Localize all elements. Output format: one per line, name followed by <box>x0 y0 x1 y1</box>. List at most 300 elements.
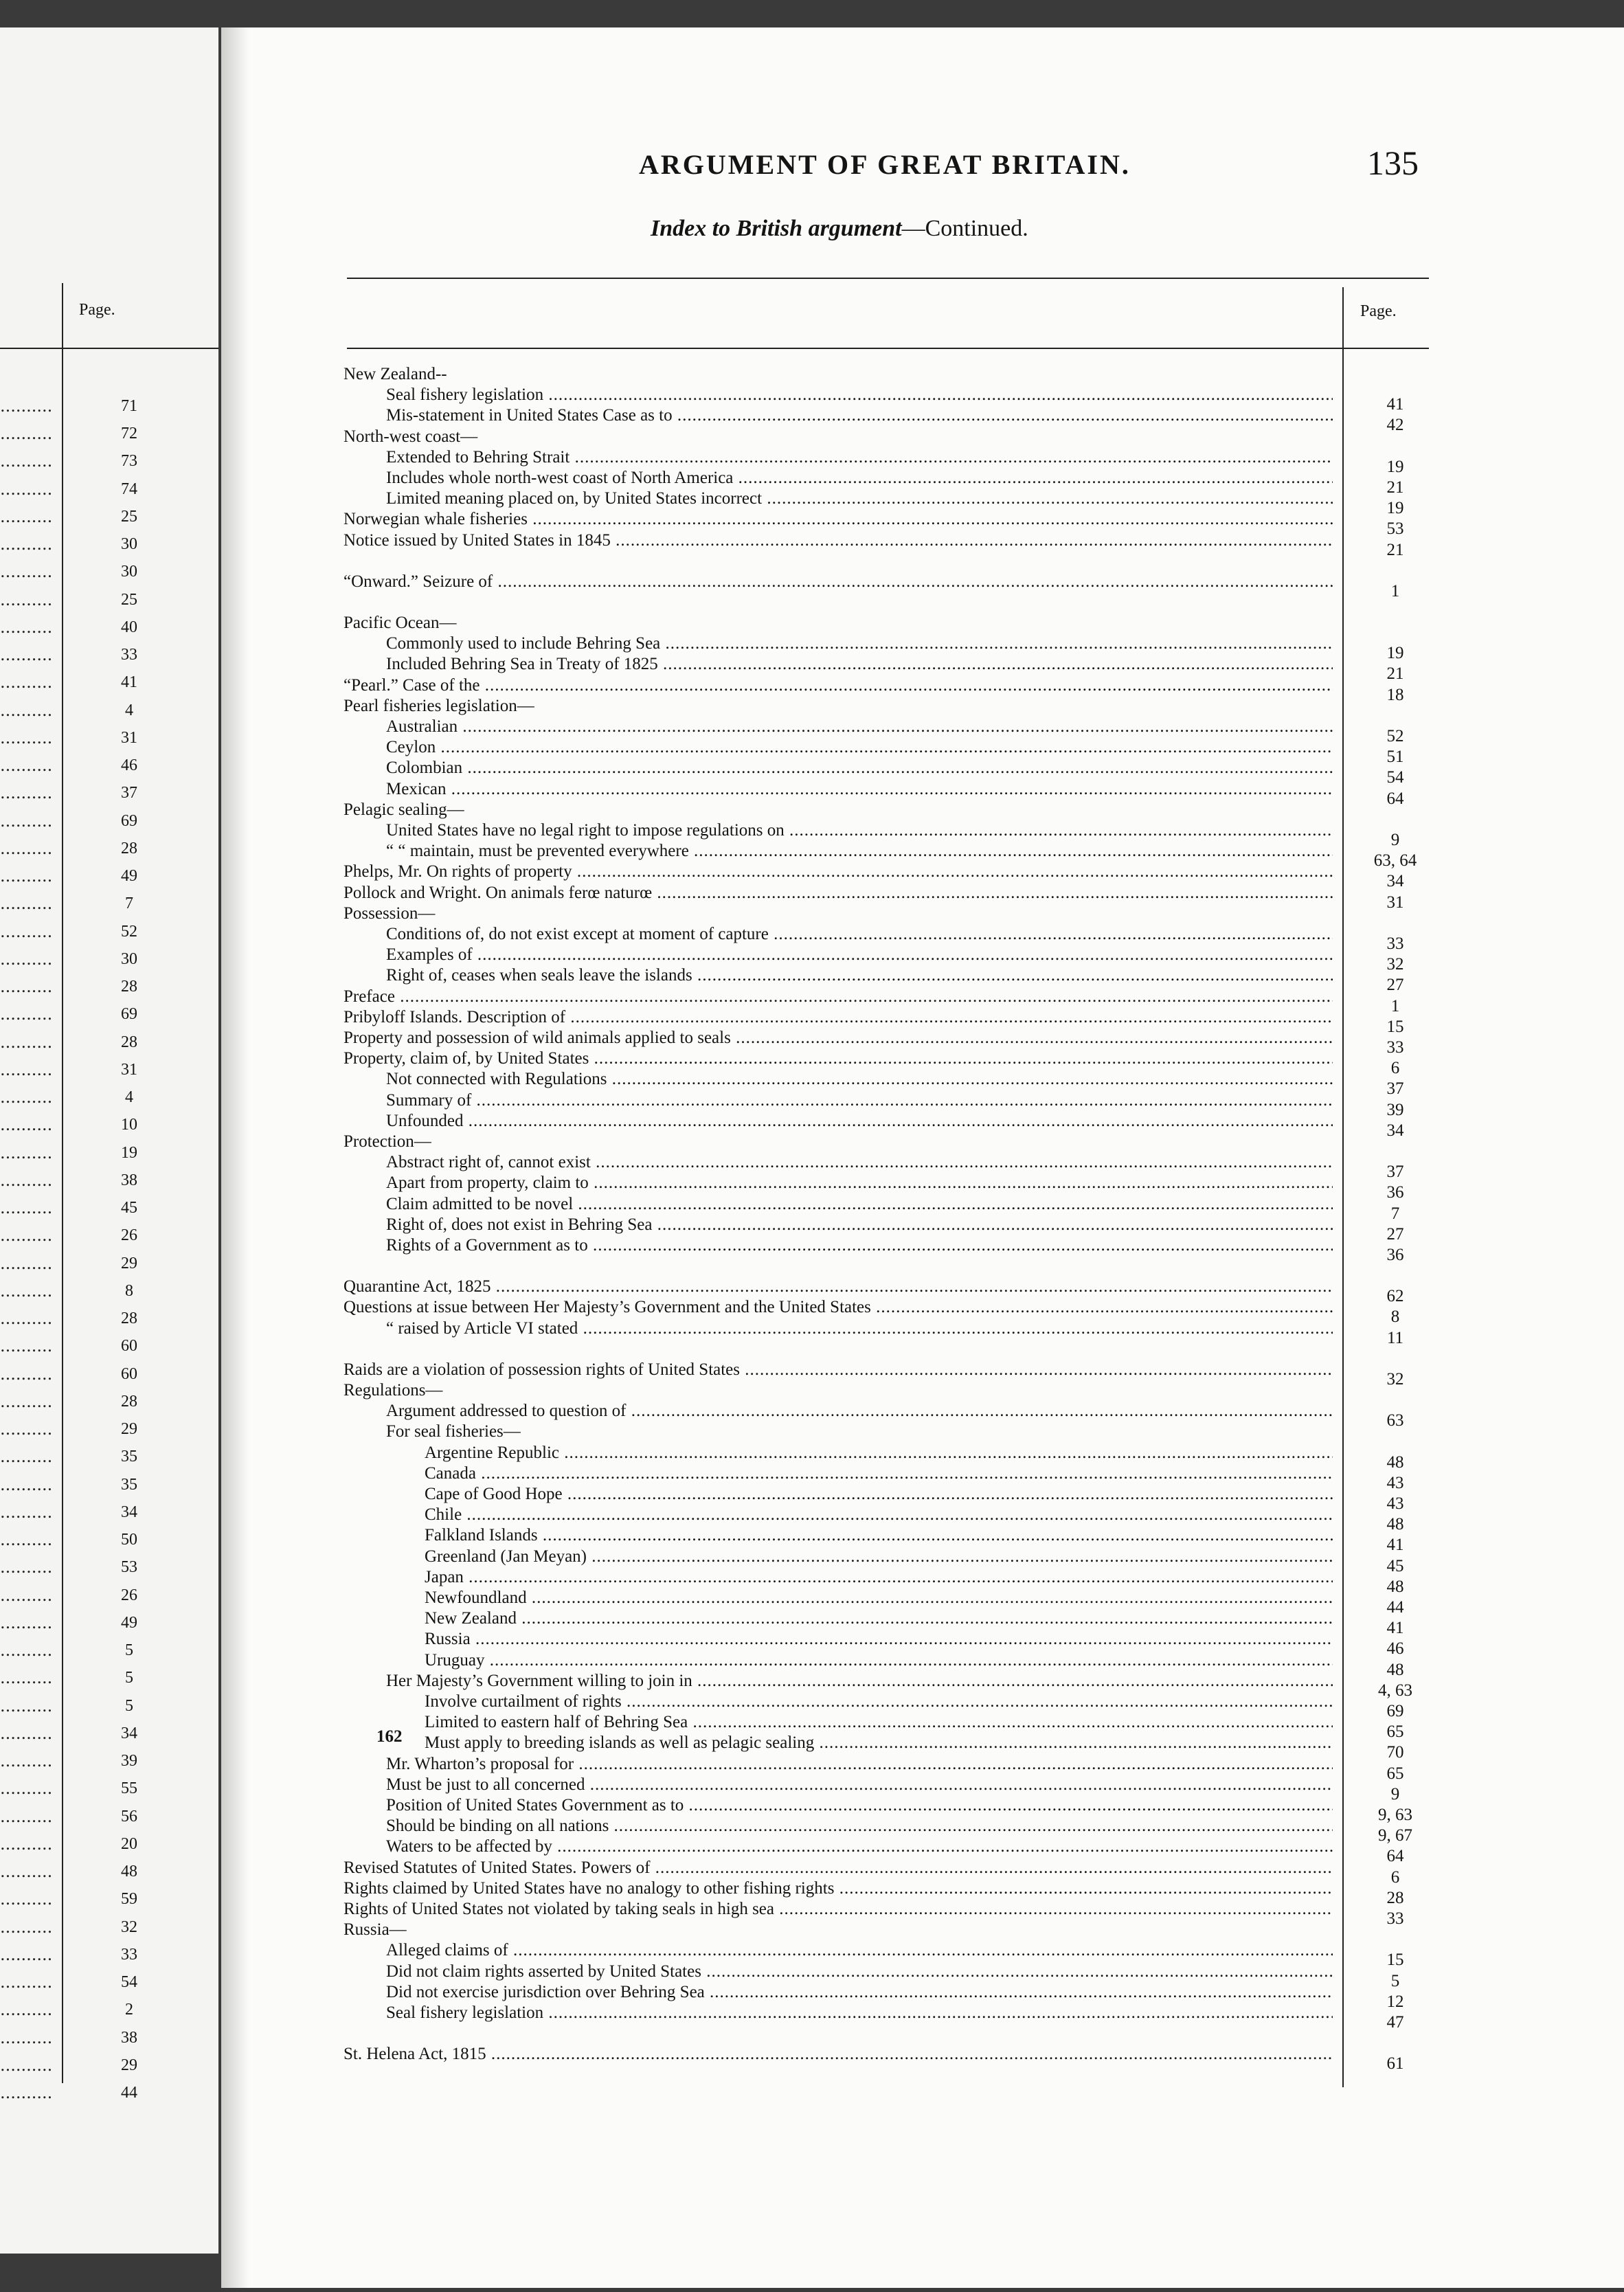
index-entry <box>386 717 1333 737</box>
index-entry-text: Includes whole north-west coast of North America <box>386 469 734 487</box>
index-page-ref: 32 <box>1386 1369 1404 1389</box>
index-entry-text: Pelagic sealing— <box>343 800 464 819</box>
index-entry-text: Extended to Behring Strait <box>386 447 570 467</box>
index-entry-text: New Zealand <box>425 1609 517 1628</box>
index-entry-text: Limited meaning placed on, by United States incorrect <box>386 489 763 508</box>
index-entry-text: Right of, ceases when seals leave the islands <box>386 966 692 985</box>
index-entry-text: Involve curtailment of rights <box>425 1692 622 1711</box>
left-dot-leader: .......... <box>0 950 53 968</box>
left-page-ref: 52 <box>121 922 137 941</box>
index-page-ref: 8 <box>1390 1307 1400 1327</box>
index-page-ref: 64 <box>1386 789 1404 808</box>
index-entry <box>343 530 1333 551</box>
index-entry-text: Must be just to all concerned <box>386 1775 585 1794</box>
left-page-ref: 28 <box>121 1310 137 1328</box>
index-page-ref: 28 <box>1386 1888 1404 1907</box>
index-page-ref: 7 <box>1390 1204 1400 1223</box>
left-dot-leader: .......... <box>0 728 53 747</box>
index-page-ref: 48 <box>1386 1660 1404 1679</box>
left-page-ref: 28 <box>121 1392 137 1411</box>
left-page-ref: 33 <box>121 646 137 664</box>
left-dot-leader: .......... <box>0 1254 53 1272</box>
index-entry <box>425 1712 1333 1733</box>
index-entry <box>425 1692 1333 1712</box>
index-page-ref: 6 <box>1390 1059 1400 1078</box>
index-entry <box>425 1443 1333 1463</box>
index-entry-text: Commonly used to include Behring Sea <box>386 634 661 653</box>
index-entry-text: Canada <box>425 1463 476 1483</box>
left-page-ref: 60 <box>121 1364 137 1383</box>
index-entry-text: Preface <box>343 987 395 1006</box>
index-entry <box>343 883 1333 903</box>
left-dot-leader: .......... <box>0 922 53 941</box>
left-page-ref: 10 <box>121 1116 137 1134</box>
index-entry <box>386 488 1333 509</box>
left-marginal-number: 162 <box>376 1727 403 1746</box>
index-entry <box>386 945 1333 965</box>
index-page-ref: 51 <box>1386 748 1404 767</box>
left-page-ref: 49 <box>121 1613 137 1632</box>
index-page-ref: 37 <box>1386 1162 1404 1182</box>
left-dot-leader: .......... <box>0 1531 53 1549</box>
index-page-ref: 41 <box>1386 1536 1404 1555</box>
index-entry-text: Newfoundland <box>425 1588 527 1607</box>
index-page-ref: 36 <box>1386 1246 1404 1264</box>
index-entry-text: Russia <box>425 1630 471 1649</box>
left-page-ref: 34 <box>121 1724 137 1742</box>
index-entry <box>386 965 1333 986</box>
running-head: ARGUMENT OF GREAT BRITAIN. <box>639 149 1131 180</box>
index-entry-text: Abstract right of, cannot exist <box>386 1153 591 1172</box>
index-entry <box>386 1982 1333 2003</box>
index-entry-text: Phelps, Mr. On rights of property <box>343 862 572 881</box>
left-page-ref: 50 <box>121 1531 137 1549</box>
index-page-ref: 9, 67 <box>1378 1826 1412 1845</box>
index-entry-text: United States have no legal right to impose regulations on <box>386 821 785 840</box>
left-dot-leader: .......... <box>0 1281 53 1300</box>
index-entry-text: Apart from property, claim to <box>386 1173 589 1193</box>
index-page-ref: 61 <box>1386 2054 1404 2074</box>
left-page-ref: 69 <box>121 1005 137 1024</box>
index-entry-text: For seal fisheries— <box>386 1422 521 1441</box>
index-page-ref: 52 <box>1386 727 1404 745</box>
subtitle-italic: Index to British argument <box>651 216 902 241</box>
index-entry-text: New Zealand-- <box>343 365 447 383</box>
left-page-ref: 40 <box>121 618 137 636</box>
left-dot-leader: .......... <box>0 839 53 857</box>
index-entry-text: Argument addressed to question of <box>386 1402 627 1421</box>
index-entry-text: Raids are a violation of possession rights of United States <box>343 1360 741 1379</box>
left-column-header: Page. <box>79 301 115 319</box>
index-entry <box>343 1878 1333 1899</box>
left-page-ref: 5 <box>125 1641 133 1660</box>
left-page-ref: 20 <box>121 1834 137 1853</box>
index-entry-text: North-west coast— <box>343 427 478 446</box>
index-entry-text: Position of United States Government as to <box>386 1796 684 1814</box>
left-dot-leader: .......... <box>0 1973 53 1992</box>
index-entry-text: “Onward.” Seizure of <box>343 572 493 591</box>
left-dot-leader: .......... <box>0 1364 53 1383</box>
index-page-ref: 15 <box>1386 1951 1404 1970</box>
left-page-ref: 32 <box>121 1918 137 1936</box>
index-entry-text: Quarantine Act, 1825 <box>343 1277 491 1296</box>
index-page-ref: 27 <box>1386 976 1404 995</box>
left-page-ref: 38 <box>121 1171 137 1189</box>
index-entry-text: Unfounded <box>386 1111 464 1130</box>
index-entry <box>386 758 1333 778</box>
index-entry-text: Regulations— <box>343 1381 443 1400</box>
index-entry-text: “Pearl.” Case of the <box>343 675 480 695</box>
index-entry <box>425 1608 1333 1629</box>
left-page-ref: 29 <box>121 1420 137 1439</box>
left-page-ref: 48 <box>121 1863 137 1881</box>
index-page-ref: 42 <box>1386 416 1404 435</box>
index-entry-text: Right of, does not exist in Behring Sea <box>386 1215 653 1234</box>
index-page-ref: 9 <box>1390 831 1400 849</box>
left-page-ref: 71 <box>121 397 137 415</box>
index-page-ref: 43 <box>1386 1494 1404 1513</box>
left-dot-leader: .......... <box>0 535 53 554</box>
index-entry <box>343 1297 1333 1318</box>
left-page-ref: 73 <box>121 452 137 471</box>
left-dot-leader: .......... <box>0 1033 53 1051</box>
index-page-ref: 37 <box>1386 1079 1404 1099</box>
index-entry <box>425 1733 1333 1753</box>
left-page-ref: 72 <box>121 425 137 443</box>
index-page-ref: 18 <box>1386 685 1404 704</box>
left-page-ref: 60 <box>121 1337 137 1356</box>
index-page-ref: 1 <box>1390 581 1400 600</box>
index-page-ref: 4, 63 <box>1378 1681 1412 1700</box>
left-dot-leader: .......... <box>0 590 53 609</box>
index-entry <box>343 1007 1333 1028</box>
left-page-ref: 30 <box>121 563 137 581</box>
left-dot-leader: .......... <box>0 1613 53 1632</box>
left-page-ref: 2 <box>125 2001 133 2019</box>
left-dot-leader: .......... <box>0 1696 53 1715</box>
index-entry-text: “ “ maintain, must be prevented everywhere <box>386 842 689 861</box>
index-entry <box>425 1463 1333 1484</box>
left-page-ref: 26 <box>121 1226 137 1245</box>
left-dot-leader: .......... <box>0 397 53 415</box>
index-page-ref: 54 <box>1386 768 1404 787</box>
header-rule <box>347 348 1429 349</box>
page-number: 135 <box>1367 144 1419 182</box>
index-page-ref: 43 <box>1386 1473 1404 1492</box>
index-entry-text: Included Behring Sea in Treaty of 1825 <box>386 655 658 674</box>
index-entry <box>343 1132 1333 1152</box>
index-entry <box>343 1360 1333 1380</box>
left-dot-leader: .......... <box>0 618 53 636</box>
index-entry <box>386 841 1333 862</box>
left-dot-leader: .......... <box>0 2028 53 2047</box>
index-entry <box>386 1816 1333 1836</box>
left-dot-leader: .......... <box>0 1337 53 1356</box>
left-page-ref: 28 <box>121 978 137 996</box>
left-page-ref: 30 <box>121 950 137 968</box>
left-dot-leader: .......... <box>0 1226 53 1245</box>
index-entry <box>343 572 1333 592</box>
index-entry <box>386 1235 1333 1256</box>
left-dot-leader: .......... <box>0 1503 53 1521</box>
index-entry <box>343 675 1333 696</box>
index-entry <box>343 1858 1333 1878</box>
index-entry <box>343 903 1333 924</box>
left-page-ref: 55 <box>121 1779 137 1798</box>
left-page-ref: 30 <box>121 535 137 554</box>
index-entry <box>343 364 1333 385</box>
left-dot-leader: .......... <box>0 2056 53 2074</box>
index-page-ref: 15 <box>1386 1017 1404 1036</box>
index-entry-text: Property, claim of, by United States <box>343 1049 589 1068</box>
index-entry <box>386 1962 1333 1982</box>
index-subtitle <box>651 216 1028 242</box>
left-page-ref: 59 <box>121 1890 137 1909</box>
left-page-ref: 34 <box>121 1503 137 1521</box>
index-entry-text: Mis-statement in United States Case as to <box>386 406 673 425</box>
index-entry-text: Falkland Islands <box>425 1526 538 1545</box>
index-page-ref: 9, 63 <box>1378 1806 1412 1824</box>
index-page-ref: 19 <box>1386 644 1404 663</box>
left-dot-leader: .......... <box>0 1420 53 1439</box>
index-entry <box>386 447 1333 468</box>
index-entry <box>343 1028 1333 1048</box>
left-column-rule <box>62 283 63 2083</box>
index-page-ref: 41 <box>1386 395 1404 414</box>
index-entry-text: Alleged claims of <box>386 1941 508 1960</box>
left-page-ref: 5 <box>125 1696 133 1715</box>
index-entry <box>386 737 1333 758</box>
index-entry <box>386 405 1333 426</box>
index-page-ref: 41 <box>1386 1619 1404 1638</box>
index-entry-text: Mr. Wharton’s proposal for <box>386 1754 574 1773</box>
index-entry <box>386 1318 1333 1339</box>
left-dot-leader: .......... <box>0 1116 53 1134</box>
index-page-ref: 48 <box>1386 1577 1404 1596</box>
left-page-ref: 54 <box>121 1973 137 1992</box>
index-page-ref: 11 <box>1386 1328 1404 1347</box>
index-page-ref: 69 <box>1386 1702 1404 1720</box>
index-entry-text: Chile <box>425 1505 462 1525</box>
left-dot-leader: .......... <box>0 1392 53 1411</box>
index-entry <box>343 1048 1333 1069</box>
index-entry <box>343 509 1333 530</box>
index-entry-text: Conditions of, do not exist except at moment of capture <box>386 925 769 943</box>
index-entry <box>386 2003 1333 2023</box>
left-page-ref: 35 <box>121 1475 137 1494</box>
left-page-ref: 49 <box>121 867 137 886</box>
index-entry-text: “ raised by Article VI stated <box>386 1318 578 1338</box>
index-entry <box>343 427 1333 447</box>
index-page-ref: 63 <box>1386 1411 1404 1430</box>
index-page-ref: 33 <box>1386 934 1404 953</box>
left-page-ref: 25 <box>121 590 137 609</box>
index-entry-text: Japan <box>425 1567 464 1586</box>
index-page-ref: 45 <box>1386 1556 1404 1575</box>
left-dot-leader: .......... <box>0 563 53 581</box>
index-entry-text: Summary of <box>386 1090 472 1110</box>
index-page-ref: 19 <box>1386 457 1404 476</box>
left-dot-leader: .......... <box>0 452 53 471</box>
index-entry <box>386 1215 1333 1235</box>
index-page-ref: 53 <box>1386 519 1404 539</box>
page-column-rule <box>1342 287 1344 2087</box>
index-page-ref: 36 <box>1386 1183 1404 1202</box>
index-page-ref: 32 <box>1386 955 1404 974</box>
left-page-ref: 29 <box>121 1254 137 1272</box>
index-page-ref: 1 <box>1390 996 1400 1015</box>
index-entry <box>343 613 1333 633</box>
left-dot-leader: .......... <box>0 1724 53 1742</box>
index-entry-text: Colombian <box>386 759 463 778</box>
index-entry <box>343 1380 1333 1401</box>
left-page-ref: 38 <box>121 2028 137 2047</box>
index-entry <box>386 1069 1333 1090</box>
left-page-ref: 56 <box>121 1807 137 1825</box>
index-page-ref: 63, 64 <box>1373 851 1417 870</box>
index-entry-text: Questions at issue between Her Majesty’s Government and the United States <box>343 1298 871 1317</box>
index-entry <box>425 1484 1333 1505</box>
index-entry-text: Pacific Ocean— <box>343 614 457 632</box>
index-page-ref: 21 <box>1386 540 1404 559</box>
index-entry <box>343 1920 1333 1940</box>
left-dot-leader: .......... <box>0 1918 53 1936</box>
left-dot-leader: .......... <box>0 1199 53 1217</box>
index-page-ref: 33 <box>1386 1909 1404 1928</box>
index-entry <box>386 1111 1333 1132</box>
index-entry <box>425 1629 1333 1650</box>
left-page-ref: 37 <box>121 784 137 802</box>
index-page-ref: 34 <box>1386 872 1404 891</box>
index-entry-text: Notice issued by United States in 1845 <box>343 530 611 550</box>
left-dot-leader: .......... <box>0 867 53 886</box>
index-page-ref: 33 <box>1386 1038 1404 1057</box>
index-entry-text: Limited to eastern half of Behring Sea <box>425 1713 688 1732</box>
left-dot-leader: .......... <box>0 756 53 775</box>
index-entry-text: Must apply to breeding islands as well as pelagic sealing <box>425 1733 815 1753</box>
left-page-ref: 31 <box>121 728 137 747</box>
index-entry <box>343 696 1333 717</box>
page-column-header: Page. <box>1360 302 1397 320</box>
index-entry-text: Her Majesty’s Government willing to join in <box>386 1671 692 1690</box>
index-entry-text: Protection— <box>343 1132 431 1151</box>
index-entry <box>386 820 1333 841</box>
left-page-ref: 25 <box>121 507 137 526</box>
index-page-ref: 34 <box>1386 1121 1404 1140</box>
left-dot-leader: .......... <box>0 1060 53 1079</box>
index-entry-text: Pearl fisheries legislation— <box>343 696 534 715</box>
left-dot-leader: .......... <box>0 673 53 692</box>
index-entry <box>386 1940 1333 1961</box>
index-page-ref: 39 <box>1386 1100 1404 1119</box>
left-dot-leader: .......... <box>0 2001 53 2019</box>
subtitle-rest: —Continued. <box>901 216 1028 241</box>
left-page-ref: 74 <box>121 480 137 498</box>
left-dot-leader: .......... <box>0 507 53 526</box>
index-entry <box>386 654 1333 675</box>
left-dot-leader: .......... <box>0 1558 53 1577</box>
index-entry-text: Norwegian whale fisheries <box>343 510 528 529</box>
left-page-ref: 45 <box>121 1199 137 1217</box>
index-page-ref: 44 <box>1386 1598 1404 1617</box>
index-entry <box>425 1505 1333 1525</box>
index-page-ref: 65 <box>1386 1764 1404 1783</box>
index-page-ref: 19 <box>1386 499 1404 518</box>
left-dot-leader: .......... <box>0 1171 53 1189</box>
index-entry <box>386 1194 1333 1215</box>
index-page-ref: 5 <box>1390 1971 1400 1990</box>
index-entry-text: Waters to be affected by <box>386 1837 552 1856</box>
index-entry-text: Property and possession of wild animals applied to seals <box>343 1029 731 1047</box>
left-dot-leader: .......... <box>0 1143 53 1162</box>
index-entry <box>425 1547 1333 1567</box>
left-page-ref: 26 <box>121 1586 137 1604</box>
index-page-ref: 46 <box>1386 1639 1404 1659</box>
index-entry-text: Not connected with Regulations <box>386 1070 607 1089</box>
left-dot-leader: .......... <box>0 1779 53 1798</box>
index-page-ref: 64 <box>1386 1847 1404 1866</box>
index-entry <box>386 1836 1333 1857</box>
index-page-ref: 21 <box>1386 478 1404 497</box>
left-page-ref: 19 <box>121 1143 137 1162</box>
index-entry-text: Rights of United States not violated by taking seals in high sea <box>343 1900 775 1918</box>
index-entry <box>386 1422 1333 1442</box>
left-header-rule <box>0 348 218 349</box>
index-page-ref: 70 <box>1386 1743 1404 1762</box>
index-entry <box>386 1401 1333 1422</box>
index-entry-text: Did not claim rights asserted by United States <box>386 1962 701 1981</box>
index-entry-text: Possession— <box>343 903 436 923</box>
left-page-ref: 53 <box>121 1558 137 1577</box>
index-page-ref: 65 <box>1386 1722 1404 1742</box>
left-dot-leader: .......... <box>0 1807 53 1825</box>
index-entry <box>343 987 1333 1007</box>
index-entry-text: Ceylon <box>386 738 436 757</box>
left-dot-leader: .......... <box>0 480 53 498</box>
left-page-ref: 69 <box>121 811 137 830</box>
left-page-ref: 35 <box>121 1448 137 1466</box>
index-entry-text: Greenland (Jan Meyan) <box>425 1547 587 1566</box>
index-entry-text: Argentine Republic <box>425 1443 560 1462</box>
index-entry-text: Pollock and Wright. On animals ferœ naturœ <box>343 883 653 902</box>
index-entry <box>343 2044 1333 2065</box>
left-dot-leader: .......... <box>0 1752 53 1771</box>
left-dot-leader: .......... <box>0 1890 53 1909</box>
index-entry <box>425 1588 1333 1608</box>
index-entry <box>386 1795 1333 1816</box>
left-dot-leader: .......... <box>0 425 53 443</box>
left-dot-leader: .......... <box>0 811 53 830</box>
left-dot-leader: .......... <box>0 1834 53 1853</box>
index-entry-text: Seal fishery legislation <box>386 385 544 405</box>
top-rule <box>347 278 1429 279</box>
index-page-ref: 62 <box>1386 1287 1404 1306</box>
left-page-ref: 39 <box>121 1752 137 1771</box>
index-entry-text: Russia— <box>343 1920 407 1940</box>
index-entry-text: Rights of a Government as to <box>386 1236 588 1255</box>
index-entry <box>386 1173 1333 1193</box>
left-dot-leader: .......... <box>0 978 53 996</box>
index-page-ref: 21 <box>1386 664 1404 684</box>
left-dot-leader: .......... <box>0 1310 53 1328</box>
left-dot-leader: .......... <box>0 1641 53 1660</box>
index-entry <box>386 1754 1333 1775</box>
index-entry-text: Uruguay <box>425 1650 485 1670</box>
index-entry <box>386 1090 1333 1111</box>
left-dot-leader: .......... <box>0 1945 53 1964</box>
left-page-ref: 4 <box>125 1088 133 1107</box>
index-entry <box>386 924 1333 945</box>
